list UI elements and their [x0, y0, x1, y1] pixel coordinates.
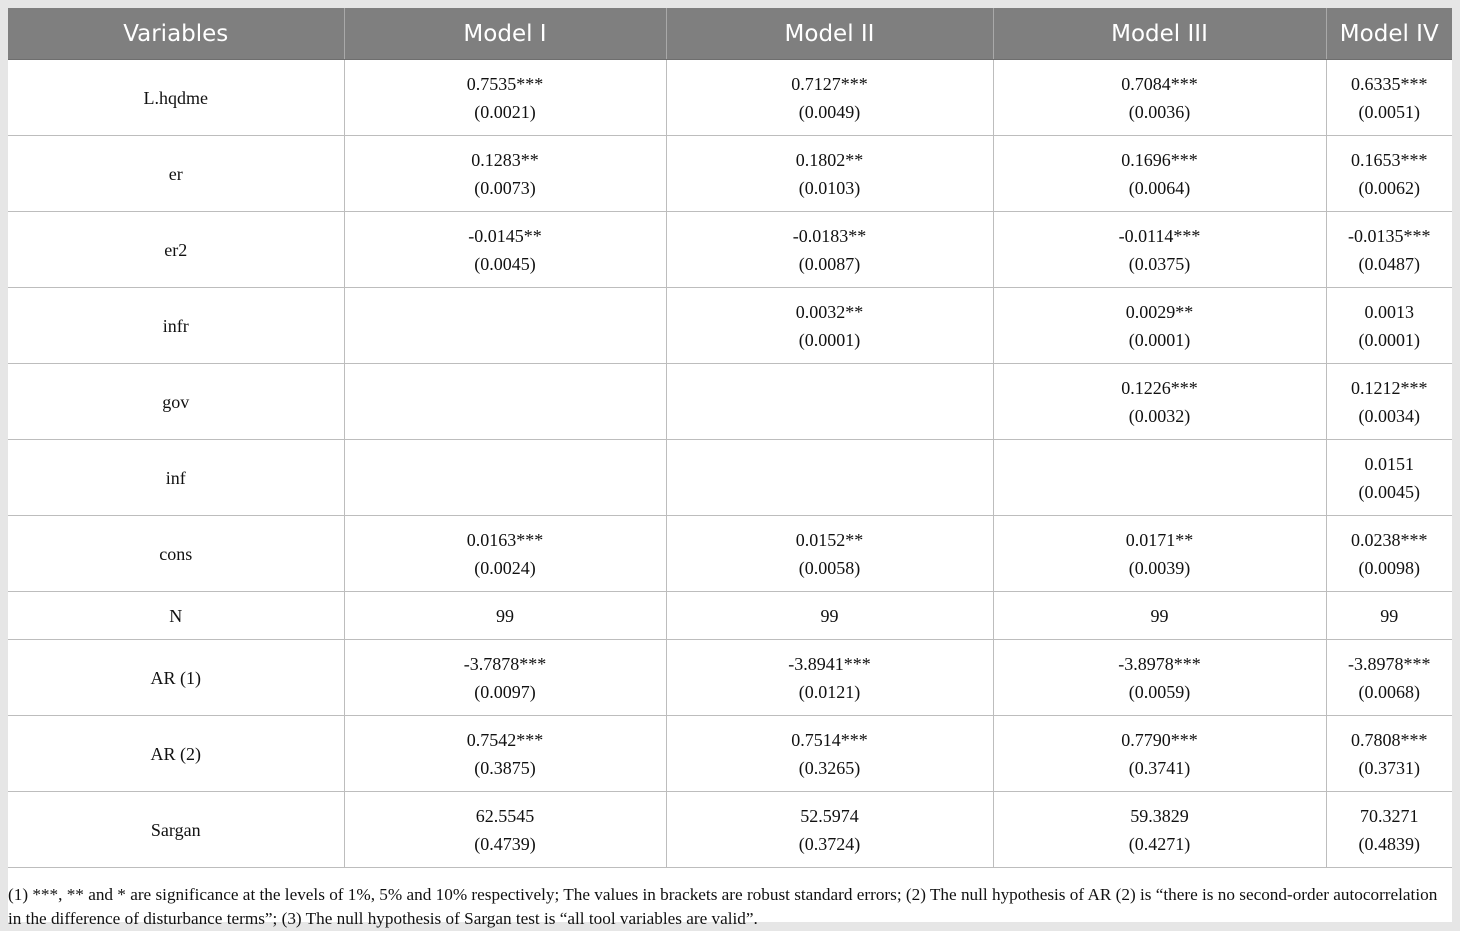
coefficient-value: 99: [1380, 605, 1399, 626]
coefficient-value: 99: [820, 605, 839, 626]
coefficient-value: 0.0032**: [795, 301, 864, 322]
results-document: [8, 8, 1452, 928]
standard-error-value: (0.3731): [1358, 757, 1420, 778]
model-4-value-cell: [1326, 716, 1452, 792]
coefficient-value: 0.7084***: [1121, 73, 1198, 94]
table-row: [8, 516, 1452, 592]
model-3-value-cell: [993, 364, 1326, 440]
coefficient-value: 0.0013: [1364, 301, 1414, 322]
coefficient-value: 0.0238***: [1351, 529, 1428, 550]
standard-error-value: (0.0058): [798, 557, 861, 578]
model-2-value-cell: [666, 212, 993, 288]
standard-error-value: (0.0039): [1128, 557, 1191, 578]
coefficient-value: -3.8978***: [1348, 653, 1431, 674]
standard-error-value: (0.0062): [1358, 177, 1420, 198]
table-row: [8, 364, 1452, 440]
model-1-value-cell: [344, 364, 666, 440]
coefficient-value: 0.1226***: [1121, 377, 1198, 398]
variable-name-cell: AR (1): [8, 640, 344, 716]
table-row: [8, 212, 1452, 288]
coefficient-value: 52.5974: [800, 805, 859, 826]
model-3-value-cell: [993, 440, 1326, 516]
coefficient-value: 0.0171**: [1125, 529, 1194, 550]
coefficient-value: -0.0135***: [1348, 225, 1431, 246]
model-2-value-cell: [666, 716, 993, 792]
model-4-value-cell: [1326, 516, 1452, 592]
coefficient-value: 59.3829: [1130, 805, 1189, 826]
coefficient-value: 0.1283**: [471, 149, 539, 170]
table-row: [8, 136, 1452, 212]
standard-error-value: (0.0001): [798, 329, 861, 350]
model-3-value-cell: [993, 212, 1326, 288]
model-4-value-cell: [1326, 592, 1452, 640]
table-row: [8, 640, 1452, 716]
header-model-3: Model III: [993, 8, 1326, 60]
model-2-value-cell: [666, 288, 993, 364]
coefficient-value: 0.1802**: [795, 149, 864, 170]
coefficient-value: 0.0152**: [795, 529, 864, 550]
model-2-value-cell: [666, 516, 993, 592]
model-1-value-cell: [344, 440, 666, 516]
model-3-value-cell: [993, 792, 1326, 868]
table-row: [8, 792, 1452, 868]
model-3-value-cell: [993, 136, 1326, 212]
coefficient-value: 0.7790***: [1121, 729, 1198, 750]
model-1-value-cell: [344, 288, 666, 364]
model-1-value-cell: [344, 592, 666, 640]
header-model-1: Model I: [344, 8, 666, 60]
standard-error-value: (0.0059): [1128, 681, 1191, 702]
coefficient-value: 0.7127***: [791, 73, 868, 94]
standard-error-value: (0.0024): [474, 557, 536, 578]
coefficient-value: 62.5545: [475, 805, 535, 826]
standard-error-value: (0.4271): [1128, 833, 1191, 854]
variable-name-cell: AR (2): [8, 716, 344, 792]
variable-name-cell: N: [8, 592, 344, 640]
model-1-value-cell: [344, 212, 666, 288]
variable-name-cell: Sargan: [8, 792, 344, 868]
standard-error-value: (0.0049): [798, 101, 861, 122]
table-row: [8, 288, 1452, 364]
standard-error-value: (0.0103): [798, 177, 861, 198]
standard-error-value: (0.4839): [1358, 833, 1420, 854]
variable-name-cell: inf: [8, 440, 344, 516]
standard-error-value: (0.3724): [798, 833, 861, 854]
standard-error-value: (0.0487): [1358, 253, 1420, 274]
coefficient-value: 0.6335***: [1351, 73, 1428, 94]
header-model-2: Model II: [666, 8, 993, 60]
model-4-value-cell: [1326, 640, 1452, 716]
table-row: [8, 440, 1452, 516]
model-4-value-cell: [1326, 60, 1452, 136]
model-3-value-cell: [993, 716, 1326, 792]
standard-error-value: (0.0045): [474, 253, 536, 274]
coefficient-value: 0.0151: [1364, 453, 1414, 474]
standard-error-value: (0.0001): [1128, 329, 1191, 350]
model-1-value-cell: [344, 136, 666, 212]
coefficient-value: -0.0145**: [468, 225, 542, 246]
model-2-value-cell: [666, 592, 993, 640]
standard-error-value: (0.0098): [1358, 557, 1420, 578]
coefficient-value: 0.1212***: [1351, 377, 1428, 398]
model-4-value-cell: [1326, 364, 1452, 440]
coefficient-value: -0.0114***: [1118, 225, 1201, 246]
variable-name-cell: L.hqdme: [8, 60, 344, 136]
standard-error-value: (0.0375): [1128, 253, 1191, 274]
model-3-value-cell: [993, 60, 1326, 136]
standard-error-value: (0.0064): [1128, 177, 1191, 198]
standard-error-value: (0.3741): [1128, 757, 1191, 778]
table-row: [8, 60, 1452, 136]
standard-error-value: (0.0121): [798, 681, 861, 702]
variable-name-cell: infr: [8, 288, 344, 364]
variable-name-cell: cons: [8, 516, 344, 592]
coefficient-value: 0.7808***: [1351, 729, 1428, 750]
model-2-value-cell: [666, 792, 993, 868]
coefficient-value: 99: [496, 605, 514, 626]
standard-error-value: (0.0068): [1358, 681, 1420, 702]
standard-error-value: (0.0045): [1358, 481, 1420, 502]
model-2-value-cell: [666, 60, 993, 136]
coefficient-value: 99: [1150, 605, 1169, 626]
table-row: [8, 592, 1452, 640]
model-4-value-cell: [1326, 440, 1452, 516]
table-row: [8, 716, 1452, 792]
standard-error-value: (0.0001): [1358, 329, 1420, 350]
model-2-value-cell: [666, 136, 993, 212]
model-3-value-cell: [993, 592, 1326, 640]
model-4-value-cell: [1326, 288, 1452, 364]
model-2-value-cell: [666, 364, 993, 440]
header-model-4: Model IV: [1326, 8, 1452, 60]
model-2-value-cell: [666, 440, 993, 516]
model-3-value-cell: [993, 516, 1326, 592]
standard-error-value: (0.0073): [474, 177, 536, 198]
model-1-value-cell: [344, 516, 666, 592]
standard-error-value: (0.3875): [474, 757, 536, 778]
standard-error-value: (0.0087): [798, 253, 861, 274]
standard-error-value: (0.0036): [1128, 101, 1191, 122]
model-2-value-cell: [666, 640, 993, 716]
model-3-value-cell: [993, 640, 1326, 716]
model-4-value-cell: [1326, 792, 1452, 868]
table-header-row: [8, 8, 1452, 60]
table-footnote: (1) ***, ** and * are significance at the levels of 1%, 5% and 10% respectively; The values in brackets are robust standard errors; (2) The null hypothesis of AR (2) is “there is no second-order autocorrelation in the difference of disturbance terms”; (3) The null hypothesis of Sargan test is “all tool variables are valid”.: [8, 885, 1438, 928]
model-3-value-cell: [993, 288, 1326, 364]
coefficient-value: 0.1696***: [1121, 149, 1198, 170]
variable-name-cell: er: [8, 136, 344, 212]
coefficient-value: -3.8978***: [1118, 653, 1201, 674]
standard-error-value: (0.4739): [474, 833, 536, 854]
coefficient-value: 0.0163***: [466, 529, 544, 550]
coefficient-value: 0.0029**: [1125, 301, 1194, 322]
model-1-value-cell: [344, 716, 666, 792]
standard-error-value: (0.0021): [474, 101, 536, 122]
coefficient-value: 70.3271: [1360, 805, 1419, 826]
model-1-value-cell: [344, 792, 666, 868]
coefficient-value: -3.8941***: [788, 653, 871, 674]
model-1-value-cell: [344, 60, 666, 136]
coefficient-value: 0.1653***: [1351, 149, 1428, 170]
header-variables: Variables: [8, 8, 344, 60]
coefficient-value: 0.7514***: [791, 729, 868, 750]
standard-error-value: (0.0051): [1358, 101, 1420, 122]
coefficient-value: -0.0183**: [792, 225, 867, 246]
regression-results-table: [8, 8, 1452, 868]
coefficient-value: 0.7542***: [466, 729, 544, 750]
variable-name-cell: er2: [8, 212, 344, 288]
standard-error-value: (0.3265): [798, 757, 861, 778]
coefficient-value: 0.7535***: [466, 73, 544, 94]
standard-error-value: (0.0032): [1128, 405, 1191, 426]
standard-error-value: (0.0097): [474, 681, 536, 702]
model-4-value-cell: [1326, 212, 1452, 288]
variable-name-cell: gov: [8, 364, 344, 440]
model-1-value-cell: [344, 640, 666, 716]
model-4-value-cell: [1326, 136, 1452, 212]
standard-error-value: (0.0034): [1358, 405, 1420, 426]
coefficient-value: -3.7878***: [463, 653, 547, 674]
